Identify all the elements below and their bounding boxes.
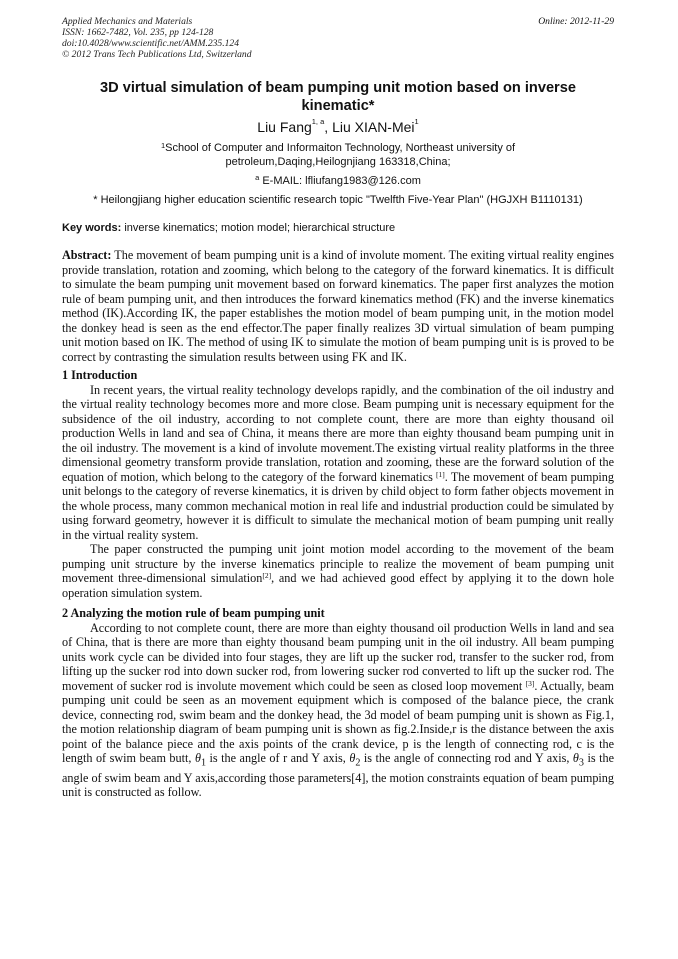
theta-1-symbol: θ — [194, 751, 201, 765]
affiliation-sup: 1 — [160, 141, 166, 150]
keywords — [62, 222, 614, 234]
theta-2-symbol: θ — [349, 751, 356, 765]
author-1: Liu Fang — [257, 119, 312, 135]
journal-name: Applied Mechanics and Materials — [62, 16, 193, 27]
online-date: Online: 2012-11-29 — [538, 16, 614, 27]
author-line — [62, 119, 614, 135]
paragraph-text: The paper constructed the pumping unit joint motion model according to the movement of the beam pumping unit structure by the inverse kinematics principle to realize the movement of beam pumping unit movement three-dimensional simulation — [62, 542, 614, 585]
doi-line: doi:10.4028/www.scientific.net/AMM.235.124 — [62, 38, 240, 49]
section-2-heading: 2 Analyzing the motion rule of beam pumping unit — [62, 606, 325, 620]
paragraph-text: is the angle of r and Y axis, — [206, 751, 350, 765]
paragraph-text: According to not complete count, there are more than eighty thousand oil production Wells in land and sea of China, that is there are more than eighty thousand beam pumping unit in the oil industry. All beam pumping units work cycle can be divided into four stages, they are lift up the sucker rod, transfer to the sucker rod, from lifting up the sucker rod into down sucker rod, from lowering sucker rod converted to lift up the sucker rod. The movement of sucker rod is involute movement which could be seen as closed loop movement — [62, 620, 614, 693]
paragraph-text: . The movement of beam pumping unit belongs to the category of reverse kinematics, it is driven by child object to form father objects movement in the whole process, many common mechanical motion in real life and industrial production could be simulated by using forward geometry, however it is difficult to simulate the mechanical motion of beam pumping unit really in the virtual reality system. — [62, 469, 614, 542]
citation: [3] — [525, 678, 535, 688]
journal-header — [62, 16, 614, 60]
affiliation-text: School of Computer and Informaiton Technology, Northeast university of petroleum,Daqing,Heilognjiang 163318,China; — [165, 142, 516, 168]
paragraph-text: In recent years, the virtual reality technology develops rapidly, and the combination of the oil industry and the virtual reality technology becomes more and more close. Beam pumping unit is necessary equipment for the subsidence of the oil industry, according to not complete count, there are more than eighty thousand oil production Wells in land and sea of China, it means there are more than eighty thousand beam pumping unit in the oil industry. The movement is a kind of involute movement.The existing virtual reality platforms in the three dimensional geometry transform provide translation, rotation and zooming, these are the forward solution of the equation of motion, which belong to the category of the forward kinematics — [62, 382, 614, 484]
author-1-sup: 1, a — [311, 117, 325, 126]
issn-line: ISSN: 1662-7482, Vol. 235, pp 124-128 — [62, 27, 214, 38]
paragraph — [62, 542, 614, 600]
keywords-label: Key words: — [62, 222, 122, 234]
abstract-label: Abstract: — [62, 248, 112, 262]
theta-3-symbol: θ — [572, 751, 579, 765]
abstract-text: The movement of beam pumping unit is a kind of involute moment. The exiting virtual reality engines provide translation, rotation and zooming, which belong to the category of the forward kinematics. It is difficult to simulate the beam pumping unit movement based on forward kinematics. The paper first analyzes the motion rule of beam pumping unit, and then introduces the forward kinematics method (FK) and the inverse kinematics method (IK).According IK, the paper establishes the motion model of beam pumping unit, in the motion model the donkey head is seen as the end effector.The paper finally realizes 3D virtual simulation of beam pumping unit motion based on IK. The method of using IK to simulate the motion of beam pumping unit is is proved to be correct by contrasting the simulation results between using FK and IK. — [62, 248, 614, 364]
abstract — [62, 248, 614, 364]
author-2-sup: 1 — [414, 117, 419, 126]
paragraph-text: is the angle of connecting rod and Y axis, — [360, 751, 573, 765]
paragraph — [62, 621, 614, 800]
copyright-line: © 2012 Trans Tech Publications Ltd, Switzerland — [62, 49, 252, 60]
paragraph-text: is the angle of swim beam and Y axis,according those parameters[4], the motion constraints equation of beam pumping unit is constructed as follow. — [62, 751, 614, 800]
theta-subscript: 3 — [578, 757, 584, 769]
theta-subscript: 2 — [355, 757, 361, 769]
keywords-text: inverse kinematics; motion model; hierarchical structure — [121, 222, 396, 234]
citation: [2] — [262, 571, 272, 580]
paper-title: 3D virtual simulation of beam pumping unit motion based on inverse kinematic* — [100, 80, 576, 114]
email-sup: a — [255, 173, 260, 182]
section-2-body — [62, 621, 614, 800]
section-1-body — [62, 383, 614, 601]
author-2: Liu XIAN-Mei — [332, 119, 415, 135]
author-separator: , — [324, 119, 333, 135]
citation: [1] — [436, 469, 445, 479]
funding-note: * Heilongjiang higher education scientific research topic "Twelfth Five-Year Plan" (HGJXH B1110131) — [93, 194, 583, 206]
email-text: E-MAIL: lfliufang1983@126.com — [259, 175, 421, 187]
theta-subscript: 1 — [200, 757, 207, 769]
paper-page — [62, 16, 614, 800]
paragraph — [62, 383, 614, 543]
email-line — [62, 175, 614, 187]
section-1-heading: 1 Introduction — [62, 368, 138, 382]
paragraph-text: . Actually, beam pumping unit could be seen as an movement equipment which is composed of the balance piece, the crank device, connecting rod, swim beam and the donkey head, the 3d model of beam pumping unit is shown as Fig.1, the motion relationship diagram of beam pumping unit is shown as fig.2.Inside,r is the distance between the axis point of the balance piece and the axis points of the crank device, p is the length of connecting rod, c is the length of swim beam butt, — [62, 678, 614, 765]
affiliation — [62, 141, 614, 169]
paragraph-text: , and we had achieved good effect by applying it to the down hole operation simulation system. — [62, 571, 615, 600]
